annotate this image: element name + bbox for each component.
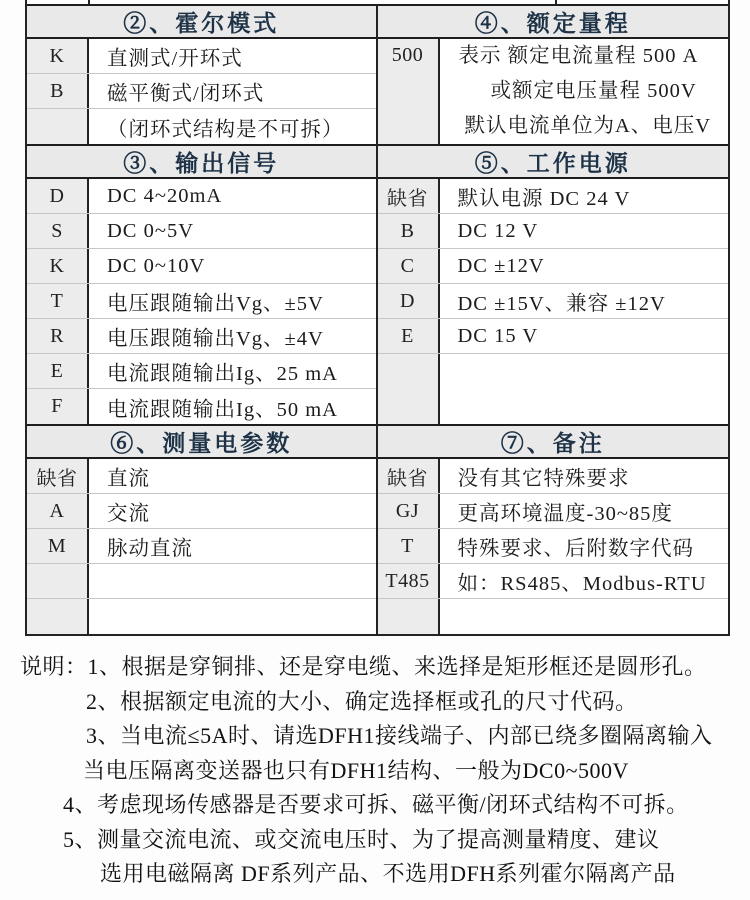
row-code-cell <box>27 599 89 634</box>
note-line: 当电压隔离变送器也只有DFH1结构、一般为DC0~500V <box>83 757 629 783</box>
notes-block <box>20 650 740 892</box>
row-desc-cell: DC 0~5V <box>107 219 194 242</box>
notes-label: 说明： <box>20 654 88 679</box>
row-code-cell: GJ <box>378 494 440 528</box>
section-rated-range <box>378 4 729 144</box>
row-desc-cell <box>89 599 376 634</box>
row-code-cell: E <box>378 319 440 353</box>
table-row <box>378 319 729 354</box>
row-code-cell: K <box>27 249 89 283</box>
section-title: ⑤、工作电源 <box>378 144 729 179</box>
row-code-cell: K <box>27 39 89 73</box>
section-rows <box>378 39 729 144</box>
table-row <box>378 39 729 144</box>
row-code-cell <box>27 109 89 144</box>
row-code-cell: A <box>27 494 89 528</box>
row-desc-cell: 电流跟随输出Ig、25 mA <box>107 363 338 385</box>
section-rows <box>27 179 376 424</box>
row-desc-cell: DC 12 V <box>457 219 539 242</box>
row-desc-cell: 电压跟随输出Vg、±4V <box>107 328 324 350</box>
row-desc-cell: DC ±12V <box>457 254 545 277</box>
section-working-power <box>378 144 729 424</box>
row-desc-cell: 电压跟随输出Vg、±5V <box>107 293 324 315</box>
row-code-cell: 缺省 <box>27 459 89 493</box>
row-code-cell <box>27 564 89 598</box>
section-title: ⑦、备注 <box>378 424 729 459</box>
section-rows <box>378 179 729 424</box>
table-row <box>27 249 376 284</box>
table-row <box>378 214 729 249</box>
row-desc-cell: DC 4~20mA <box>107 184 223 207</box>
row-desc-cell: 更高环境温度-30~85度 <box>457 503 673 525</box>
row-desc-cell: DC 15 V <box>457 324 539 347</box>
row-desc-cell: 磁平衡式/闭环式 <box>107 83 265 105</box>
row-code-cell: T <box>27 284 89 318</box>
row-code-cell <box>378 354 440 424</box>
table-row <box>378 529 729 564</box>
table-row <box>378 564 729 599</box>
desc-line: 表示 额定电流量程 500 A <box>458 45 699 67</box>
table-row <box>27 109 376 144</box>
section-output-signal <box>27 144 378 424</box>
table-row <box>27 179 376 214</box>
row-desc-cell: DC 0~10V <box>107 254 206 277</box>
note-line: 2、根据额定电流的大小、确定选择框或孔的尺寸代码。 <box>86 688 638 714</box>
note-line: 4、考虑现场传感器是否要求可拆、磁平衡/闭环式结构不可拆。 <box>63 792 689 817</box>
table-row <box>378 494 729 529</box>
row-desc-cell: DC ±15V、兼容 ±12V <box>457 293 666 315</box>
note-line <box>20 650 740 685</box>
table-row <box>378 284 729 319</box>
section-title: ③、输出信号 <box>27 144 376 179</box>
section-title: ⑥、测量电参数 <box>27 424 376 459</box>
table-row <box>378 179 729 214</box>
row-desc-cell <box>440 39 729 144</box>
desc-line: 默认电流单位为A、电压V <box>464 115 712 137</box>
row-code-cell: E <box>27 354 89 388</box>
table-band-middle <box>27 144 728 424</box>
row-code-cell: R <box>27 319 89 353</box>
table-band-bottom <box>27 424 728 634</box>
row-desc-cell: 默认电源 DC 24 V <box>457 188 631 210</box>
section-rows <box>27 459 376 634</box>
row-code-cell <box>378 599 440 634</box>
row-code-cell: S <box>27 214 89 248</box>
table-top-sliver <box>27 0 728 4</box>
row-desc-cell: 直流 <box>107 468 150 490</box>
row-code-cell: 缺省 <box>378 179 440 213</box>
note-line: 3、当电流≤5A时、请选DFH1接线端子、内部已绕多圈隔离输入 <box>86 723 713 748</box>
section-rows <box>27 39 376 144</box>
section-remarks <box>378 424 729 634</box>
row-code-cell: T485 <box>378 564 440 598</box>
table-row <box>27 319 376 354</box>
row-desc-cell: 交流 <box>107 503 150 525</box>
table-row <box>27 389 376 424</box>
table-row <box>27 39 376 74</box>
row-code-cell: B <box>27 74 89 108</box>
selection-code-table <box>25 0 730 636</box>
sliver-divider <box>88 0 90 4</box>
row-code-cell: 500 <box>378 39 440 144</box>
row-desc-cell <box>440 354 729 424</box>
table-row <box>27 284 376 319</box>
row-code-cell: C <box>378 249 440 283</box>
row-desc-cell: 如：RS485、Modbus-RTU <box>457 573 707 595</box>
table-band-top <box>27 4 728 144</box>
row-code-cell: T <box>378 529 440 563</box>
table-row <box>27 494 376 529</box>
section-measured-parameter <box>27 424 378 634</box>
row-desc-cell: 直测式/开环式 <box>107 48 243 70</box>
table-row-empty <box>378 354 729 424</box>
row-code-cell: M <box>27 529 89 563</box>
table-row-empty <box>27 564 376 599</box>
table-row-empty <box>27 599 376 634</box>
table-row <box>27 529 376 564</box>
row-desc-cell: 电流跟随输出Ig、50 mA <box>107 398 338 421</box>
desc-line: 或额定电压量程 500V <box>490 80 697 102</box>
row-code-cell: F <box>27 389 89 424</box>
table-row <box>27 74 376 109</box>
row-desc-cell <box>89 564 376 598</box>
table-row-empty <box>378 599 729 634</box>
row-code-cell: B <box>378 214 440 248</box>
section-title: ④、额定量程 <box>378 4 729 39</box>
row-desc-cell <box>440 599 729 634</box>
row-desc-cell: 脉动直流 <box>107 538 193 560</box>
note-line: 选用电磁隔离 DF系列产品、不选用DFH系列霍尔隔离产品 <box>100 861 676 886</box>
note-line: 5、测量交流电流、或交流电压时、为了提高测量精度、建议 <box>63 826 660 852</box>
row-code-cell: D <box>378 284 440 318</box>
table-row <box>27 459 376 494</box>
row-code-cell: 缺省 <box>378 459 440 493</box>
note-text: 1、根据是穿铜排、还是穿电缆、来选择是矩形框还是圆形孔。 <box>87 654 707 679</box>
table-row <box>378 459 729 494</box>
section-rows <box>378 459 729 634</box>
table-row <box>27 354 376 389</box>
section-title: ②、霍尔模式 <box>27 4 376 39</box>
row-desc-cell: （闭环式结构是不可拆） <box>107 118 344 141</box>
row-desc-cell: 没有其它特殊要求 <box>457 468 630 490</box>
table-row <box>378 249 729 284</box>
sliver-divider <box>555 0 557 4</box>
table-row <box>27 214 376 249</box>
section-hall-mode <box>27 4 378 144</box>
row-code-cell: D <box>27 179 89 213</box>
row-desc-cell: 特殊要求、后附数字代码 <box>457 538 694 560</box>
